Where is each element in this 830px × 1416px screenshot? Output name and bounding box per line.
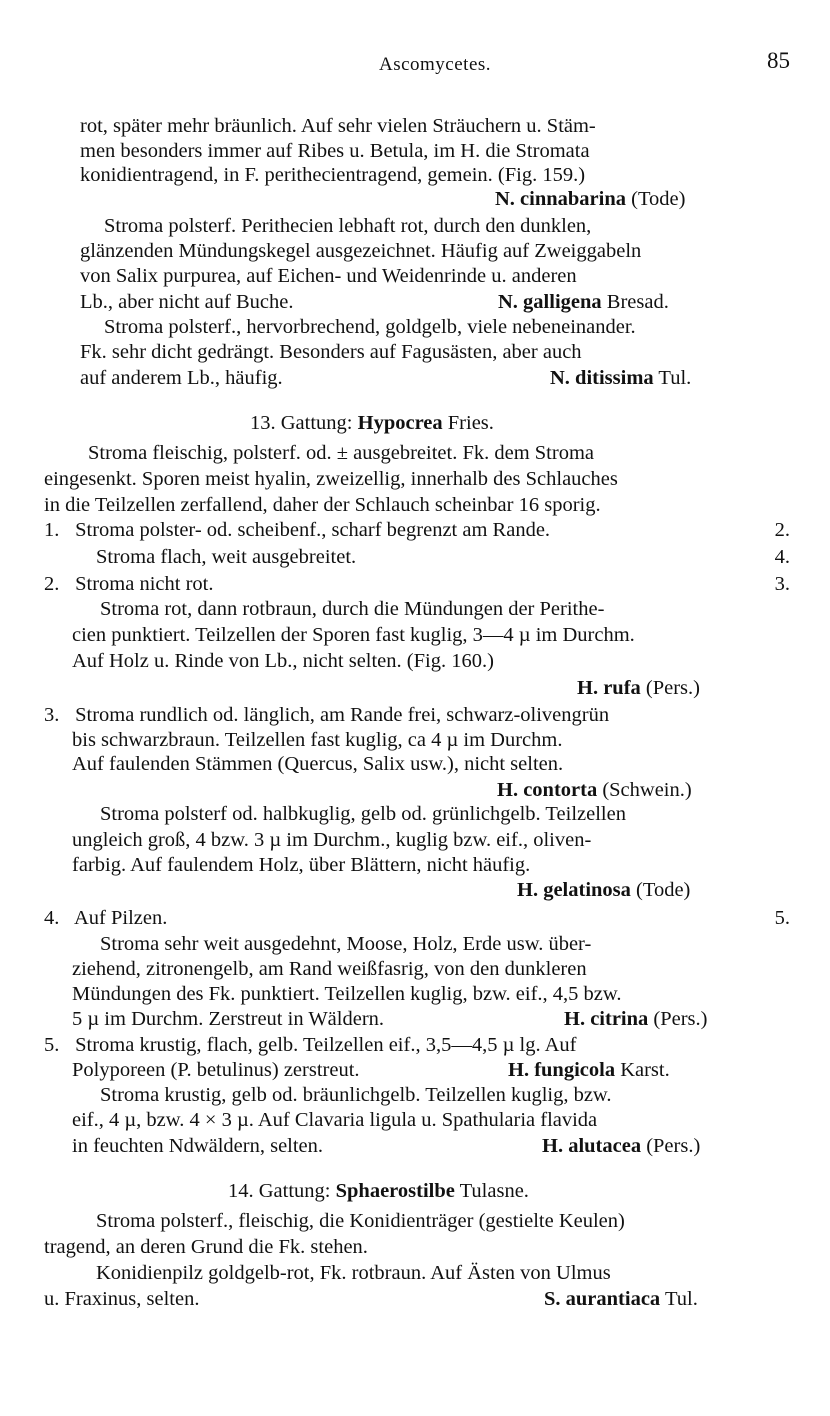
key-line <box>44 905 790 931</box>
genus-author: Fries. <box>447 412 494 434</box>
text-segment: Stroma krustig, flach, gelb. Teilzellen eif., 3,5—4,5 µ lg. Auf <box>75 1034 577 1056</box>
key-number: 1. <box>44 519 60 541</box>
genus-name: Hypocrea <box>357 412 443 434</box>
key-number: 3. <box>44 704 60 726</box>
species-author: Tul. <box>658 367 692 389</box>
text-segment: 5 µ im Durchm. Zerstreut in Wäldern. <box>72 1008 385 1030</box>
page-number: 85 <box>767 48 790 73</box>
text-line: Stroma fleischig, polsterf. od. ± ausgebreitet. Fk. dem Stroma <box>88 442 595 464</box>
species-name: N. ditissima <box>550 367 654 389</box>
key-reference: 3. <box>774 573 790 595</box>
species-author: (Pers.) <box>645 677 700 699</box>
species-name: H. alutacea <box>542 1135 642 1157</box>
text-line: eif., 4 µ, bzw. 4 × 3 µ. Auf Clavaria ligula u. Spathularia flavida <box>72 1109 598 1131</box>
text-line: rot, später mehr bräunlich. Auf sehr vielen Sträuchern u. Stäm- <box>80 115 596 137</box>
text-line: Stroma krustig, gelb od. bräunlichgelb. Teilzellen kuglig, bzw. <box>100 1084 612 1106</box>
species-name: N. cinnabarina <box>495 188 626 210</box>
species-name: H. rufa <box>577 677 641 699</box>
text-line: Stroma polsterf., hervorbrechend, goldgelb, viele nebeneinander. <box>104 316 636 338</box>
text-segment: Polyporeen (P. betulinus) zerstreut. <box>72 1059 360 1081</box>
genus-prefix: 13. Gattung: <box>250 412 353 434</box>
key-reference: 2. <box>774 519 790 541</box>
text-line: Stroma polsterf. Perithecien lebhaft rot, durch den dunklen, <box>104 215 592 237</box>
species-line <box>72 1057 790 1083</box>
genus-prefix: 14. Gattung: <box>228 1180 331 1202</box>
key-reference: 4. <box>774 546 790 568</box>
key-line <box>44 1032 576 1058</box>
text-line: farbig. Auf faulendem Holz, über Blättern, nicht häufig. <box>72 854 531 876</box>
text-line: men besonders immer auf Ribes u. Betula, im H. die Stromata <box>80 140 590 162</box>
key-number: 2. <box>44 573 60 595</box>
species-author: Tul. <box>664 1288 698 1310</box>
species-author: Bresad. <box>606 291 669 313</box>
text-segment: auf anderem Lb., häufig. <box>80 367 283 389</box>
species-name: H. citrina <box>564 1008 649 1030</box>
text-line: ungleich groß, 4 bzw. 3 µ im Durchm., kuglig bzw. eif., oliven- <box>72 829 592 851</box>
text-segment: Stroma rundlich od. länglich, am Rande frei, schwarz-olivengrün <box>75 704 610 726</box>
text-line: Auf faulenden Stämmen (Quercus, Salix usw.), nicht selten. <box>72 753 564 775</box>
species-author: (Pers.) <box>646 1135 701 1157</box>
text-segment: Stroma nicht rot. <box>75 573 214 595</box>
species-line <box>80 365 790 391</box>
text-line: Stroma sehr weit ausgedehnt, Moose, Holz, Erde usw. über- <box>100 933 592 955</box>
key-line <box>44 702 609 728</box>
species-line <box>517 877 690 903</box>
species-line <box>80 289 790 315</box>
text-line: Stroma polsterf., fleischig, die Konidienträger (gestielte Keulen) <box>96 1210 625 1232</box>
key-line <box>44 571 790 597</box>
genus-heading <box>250 410 494 436</box>
key-number: 5. <box>44 1034 60 1056</box>
species-author: (Schwein.) <box>602 779 692 801</box>
text-segment: in feuchten Ndwäldern, selten. <box>72 1135 324 1157</box>
genus-heading <box>228 1178 529 1204</box>
species-line <box>44 1286 790 1312</box>
species-name: H. gelatinosa <box>517 879 631 901</box>
genus-author: Tulasne. <box>459 1180 529 1202</box>
text-line: cien punktiert. Teilzellen der Sporen fast kuglig, 3—4 µ im Durchm. <box>72 624 635 646</box>
text-line: tragend, an deren Grund die Fk. stehen. <box>44 1236 368 1258</box>
text-line: Mündungen des Fk. punktiert. Teilzellen kuglig, bzw. eif., 4,5 bzw. <box>72 983 622 1005</box>
genus-name: Sphaerostilbe <box>335 1180 455 1202</box>
text-segment: Stroma polster- od. scheibenf., scharf begrenzt am Rande. <box>75 519 551 541</box>
text-segment: Auf Pilzen. <box>74 907 168 929</box>
running-head: Ascomycetes. <box>378 54 492 75</box>
text-line: konidientragend, in F. perithecientragend, gemein. (Fig. 159.) <box>80 164 586 186</box>
text-line: in die Teilzellen zerfallend, daher der Schlauch scheinbar 16 sporig. <box>44 494 601 516</box>
species-name: S. aurantiaca <box>544 1288 661 1310</box>
species-line <box>577 675 700 701</box>
species-line <box>495 186 685 212</box>
text-segment: Stroma flach, weit ausgebreitet. <box>96 546 357 568</box>
key-line <box>44 517 790 543</box>
text-segment: Lb., aber nicht auf Buche. <box>80 291 294 313</box>
species-name: N. galligena <box>498 291 602 313</box>
text-line: Auf Holz u. Rinde von Lb., nicht selten. (Fig. 160.) <box>72 650 494 672</box>
text-line: Stroma polsterf od. halbkuglig, gelb od. grünlichgelb. Teilzellen <box>100 803 626 825</box>
key-number: 4. <box>44 907 60 929</box>
text-line: glänzenden Mündungskegel ausgezeichnet. Häufig auf Zweiggabeln <box>80 240 642 262</box>
species-line <box>72 1133 790 1159</box>
species-name: H. fungicola <box>508 1059 616 1081</box>
species-author: Karst. <box>620 1059 670 1081</box>
species-line <box>497 777 692 803</box>
text-segment: u. Fraxinus, selten. <box>44 1288 200 1310</box>
key-line <box>96 544 790 570</box>
species-name: H. contorta <box>497 779 598 801</box>
text-line: von Salix purpurea, auf Eichen- und Weidenrinde u. anderen <box>80 265 577 287</box>
text-line: bis schwarzbraun. Teilzellen fast kuglig, ca 4 µ im Durchm. <box>72 729 563 751</box>
species-author: (Pers.) <box>653 1008 708 1030</box>
text-line: ziehend, zitronengelb, am Rand weißfasrig, von den dunkleren <box>72 958 587 980</box>
text-line: Stroma rot, dann rotbraun, durch die Mündungen der Perithe- <box>100 598 605 620</box>
species-author: (Tode) <box>636 879 691 901</box>
species-line <box>72 1006 790 1032</box>
species-author: (Tode) <box>631 188 686 210</box>
text-line: Fk. sehr dicht gedrängt. Besonders auf Fagusästen, aber auch <box>80 341 582 363</box>
page-header <box>80 48 790 84</box>
text-line: eingesenkt. Sporen meist hyalin, zweizellig, innerhalb des Schlauches <box>44 468 618 490</box>
text-line: Konidienpilz goldgelb-rot, Fk. rotbraun. Auf Ästen von Ulmus <box>96 1262 611 1284</box>
key-reference: 5. <box>774 907 790 929</box>
